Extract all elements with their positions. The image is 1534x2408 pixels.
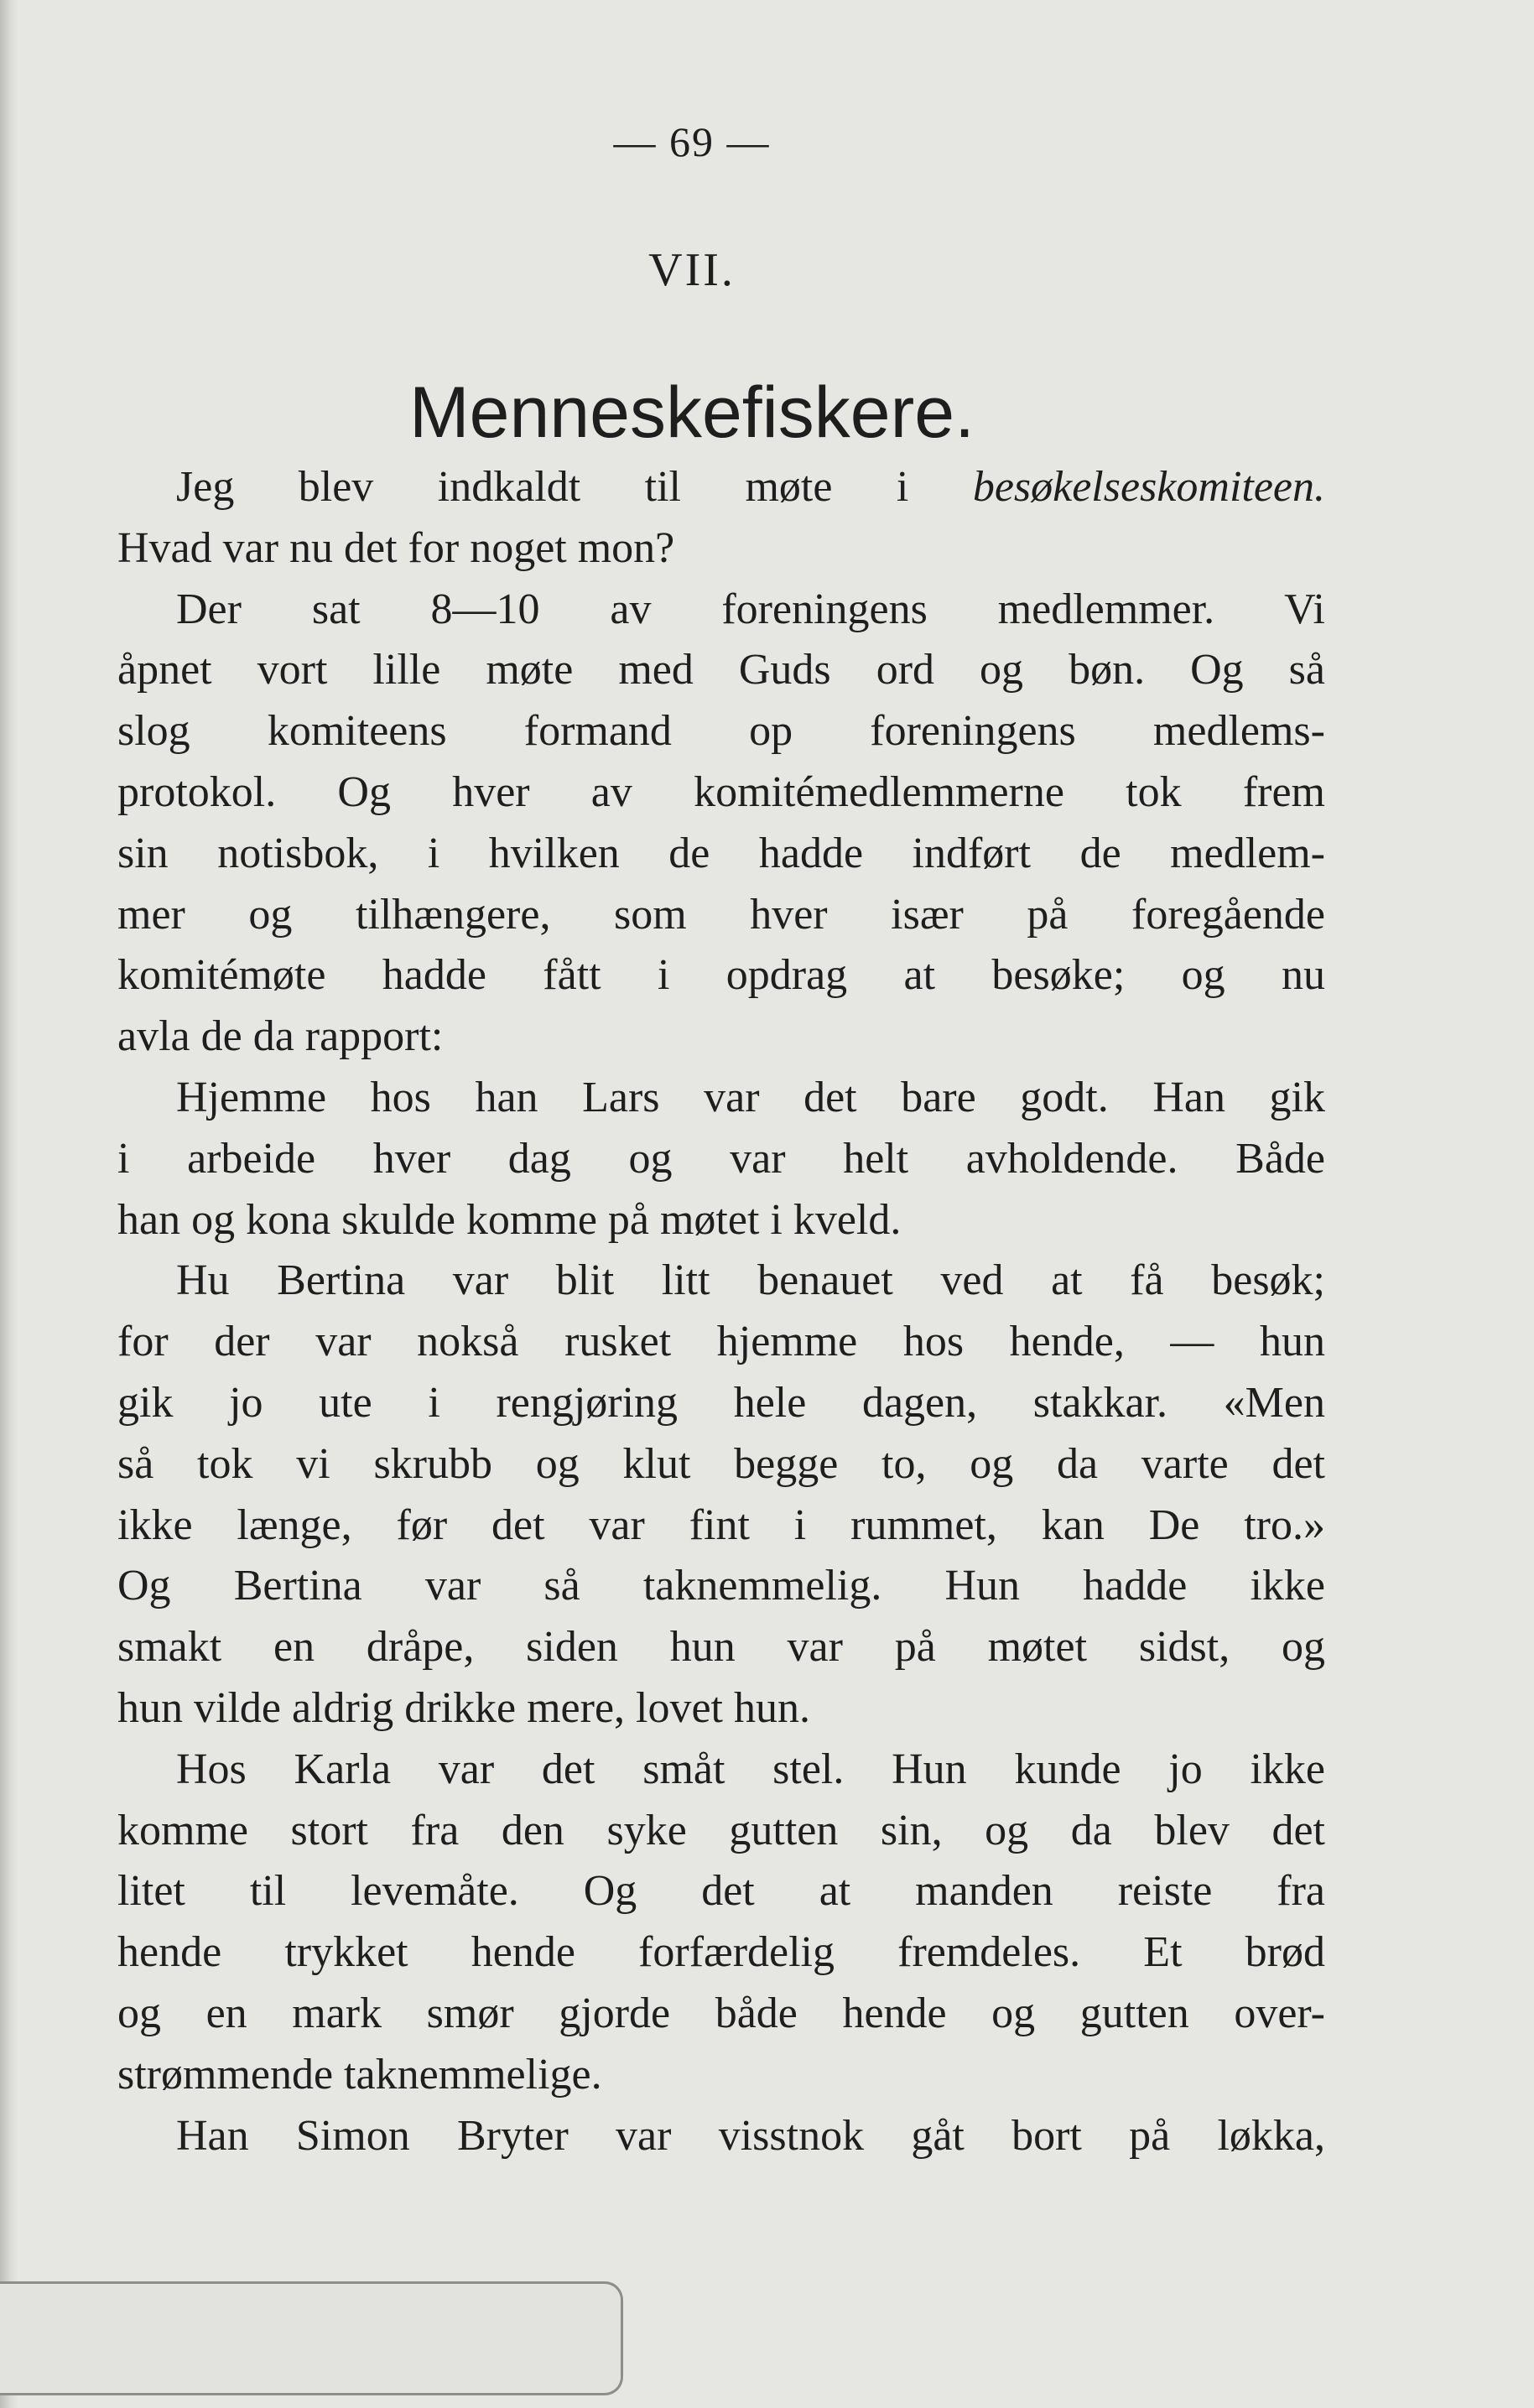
text-line: strømmende taknemmelige. (117, 2050, 602, 2099)
text-line: han og kona skulde komme på møtet i kveld. (117, 1195, 902, 1244)
chapter-title: Menneskefiskere. (409, 372, 975, 453)
text-line: mer og tilhængere, som hver især på foregående (117, 890, 1325, 939)
text-line: gik jo ute i rengjøring hele dagen, stakkar. «Men (117, 1378, 1325, 1427)
text-line: avla de da rapport: (117, 1012, 444, 1061)
text-line: for der var nokså rusket hjemme hos hende, — hun (117, 1318, 1325, 1366)
text-line: Der sat 8—10 av foreningens medlemmer. Vi (176, 585, 1325, 633)
text-line: litet til levemåte. Og det at manden reiste fra (117, 1867, 1325, 1916)
body-text (117, 457, 1325, 2166)
text-line: Hos Karla var det småt stel. Hun kunde jo ikke (176, 1745, 1325, 1793)
text-line: Hvad var nu det for noget mon? (117, 523, 675, 572)
text-segment: Jeg blev indkaldt til møte i (176, 463, 973, 511)
text-line: i arbeide hver dag og var helt avholdende. Både (117, 1134, 1325, 1183)
text-line: komitémøte hadde fått i opdrag at besøke; og nu (117, 951, 1325, 1000)
text-line: Og Bertina var så taknemmelig. Hun hadde ikke (117, 1562, 1325, 1610)
text-line: slog komiteens formand op foreningens medlems- (117, 707, 1325, 756)
text-line: ikke længe, før det var fint i rummet, kan De tro.» (117, 1500, 1325, 1549)
text-line: komme stort fra den syke gutten sin, og da blev det (117, 1806, 1325, 1854)
text-line: sin notisbok, i hvilken de hadde indført de medlem- (117, 829, 1325, 877)
text-line: Hjemme hos han Lars var det bare godt. Han gik (176, 1073, 1325, 1121)
text-line: Hu Bertina var blit litt benauet ved at få besøk; (176, 1256, 1325, 1305)
text-line: Han Simon Bryter var visstnok gåt bort på løkka, (176, 2111, 1325, 2160)
text-line: protokol. Og hver av komitémedlemmerne tok frem (117, 767, 1325, 816)
text-line: hende trykket hende forfærdelig fremdeles. Et brød (117, 1928, 1325, 1977)
text-line: og en mark smør gjorde både hende og gutten over- (117, 1989, 1325, 2037)
text-line: så tok vi skrubb og klut begge to, og da varte det (117, 1439, 1325, 1488)
italic-word: besøkelseskomiteen. (972, 463, 1325, 511)
page-edge-shadow (0, 0, 18, 2408)
page-number: — 69 — (613, 118, 771, 165)
chapter-number: VII. (648, 244, 736, 296)
text-line: åpnet vort lille møte med Guds ord og bøn. Og så (117, 646, 1325, 694)
text-line: hun vilde aldrig drikke mere, lovet hun. (117, 1683, 811, 1732)
text-line: smakt en dråpe, siden hun var på møtet sidst, og (117, 1623, 1325, 1672)
text-line (117, 457, 1325, 518)
scan-frame-artifact (0, 2281, 623, 2395)
